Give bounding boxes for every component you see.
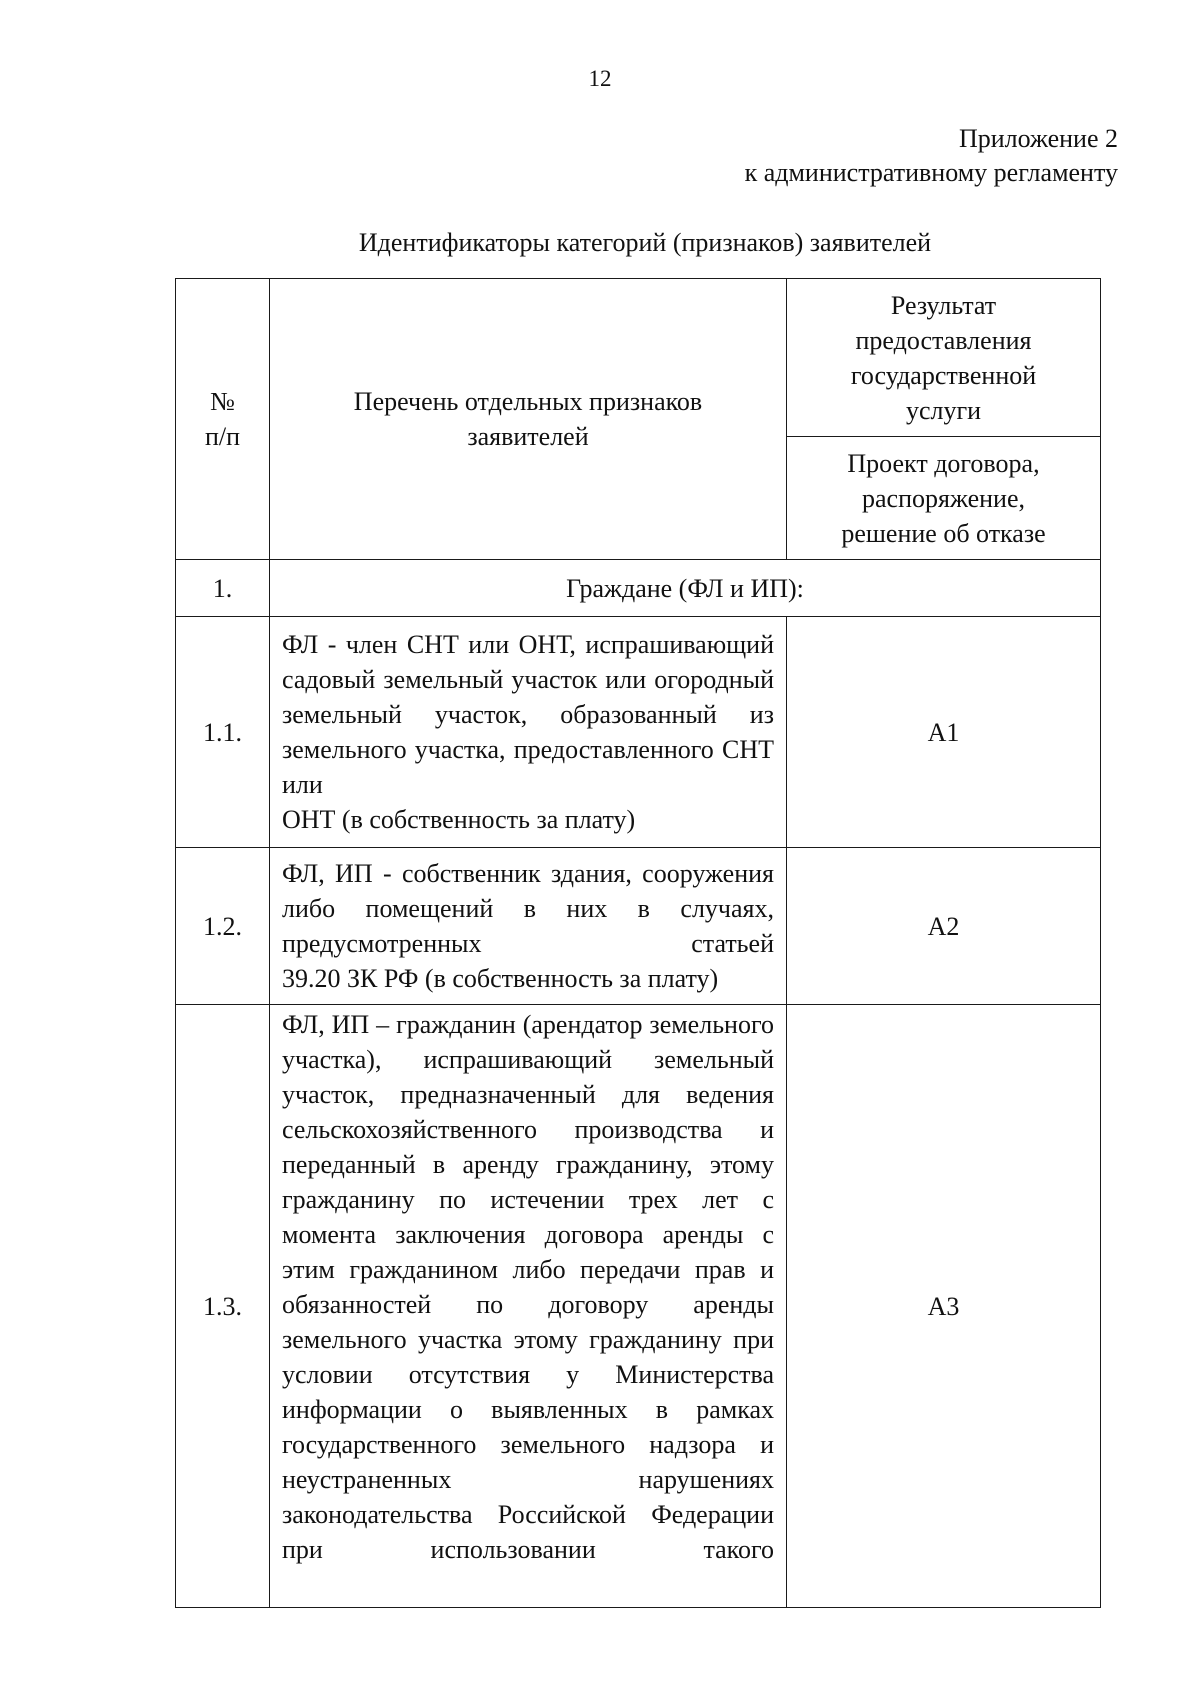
applicant-categories-table <box>175 278 1101 1608</box>
row-description-main: ФЛ, ИП – гражданин (арендатор земельного участка), испрашивающий земельный участок, предназначенный для ведения сельскохозяйственного производства и переданный в аренду гражданину, этому гражданину по истечении трех лет с момента заключения договора аренды с этим гражданином либо передачи прав и обязанностей по договору аренды земельного участка этому гражданину при условии отсутствия у Министерства информации о выявленных в рамках государственного земельного надзора и неустраненных нарушениях законодательства Российской Федерации при использовании такого <box>282 1010 774 1564</box>
row-description-main: ФЛ - член СНТ или ОНТ, испрашивающий садовый земельный участок или огородный земельный участок, образованный из земельного участка, предоставленного СНТ или <box>282 630 774 799</box>
row-number: 1.3. <box>176 1005 270 1608</box>
header-list-label: Перечень отдельных признаков заявителей <box>353 387 703 451</box>
header-result-types-cell <box>787 437 1101 560</box>
row-description-last-line: 39.20 ЗК РФ (в собственность за плату) <box>282 964 719 993</box>
row-description <box>270 848 787 1005</box>
header-list-cell <box>270 279 787 560</box>
row-result-code: А3 <box>787 1005 1101 1608</box>
table-row <box>176 848 1101 1005</box>
header-number-cell <box>176 279 270 560</box>
row-result-code: А2 <box>787 848 1101 1005</box>
row-number: 1.2. <box>176 848 270 1005</box>
appendix-line-2: к административному регламенту <box>744 158 1118 187</box>
table-header-row <box>176 279 1101 437</box>
group-label: Граждане (ФЛ и ИП): <box>270 560 1101 617</box>
row-result-code: А1 <box>787 617 1101 848</box>
appendix-reference <box>745 122 1118 190</box>
row-description <box>270 617 787 848</box>
table-row <box>176 560 1101 617</box>
row-description-last-line: ОНТ (в собственность за плату) <box>282 805 636 834</box>
appendix-line-1: Приложение 2 <box>958 124 1118 153</box>
header-result-label: Результат предоставления государственной услуги <box>850 290 1037 425</box>
row-description-main: ФЛ, ИП - собственник здания, сооружения либо помещений в них в случаях, предусмотренных статьей <box>282 859 774 958</box>
row-number: 1.1. <box>176 617 270 848</box>
document-title: Идентификаторы категорий (признаков) заявителей <box>358 228 932 257</box>
header-result-types-label: Проект договора, распоряжение, решение об отказе <box>841 448 1046 548</box>
page-number: 12 <box>588 66 612 91</box>
header-result-cell <box>787 279 1101 437</box>
table-row <box>176 617 1101 848</box>
table-row <box>176 1005 1101 1608</box>
row-description <box>270 1005 787 1608</box>
group-number: 1. <box>176 560 270 617</box>
header-number-label: № п/п <box>204 387 241 451</box>
